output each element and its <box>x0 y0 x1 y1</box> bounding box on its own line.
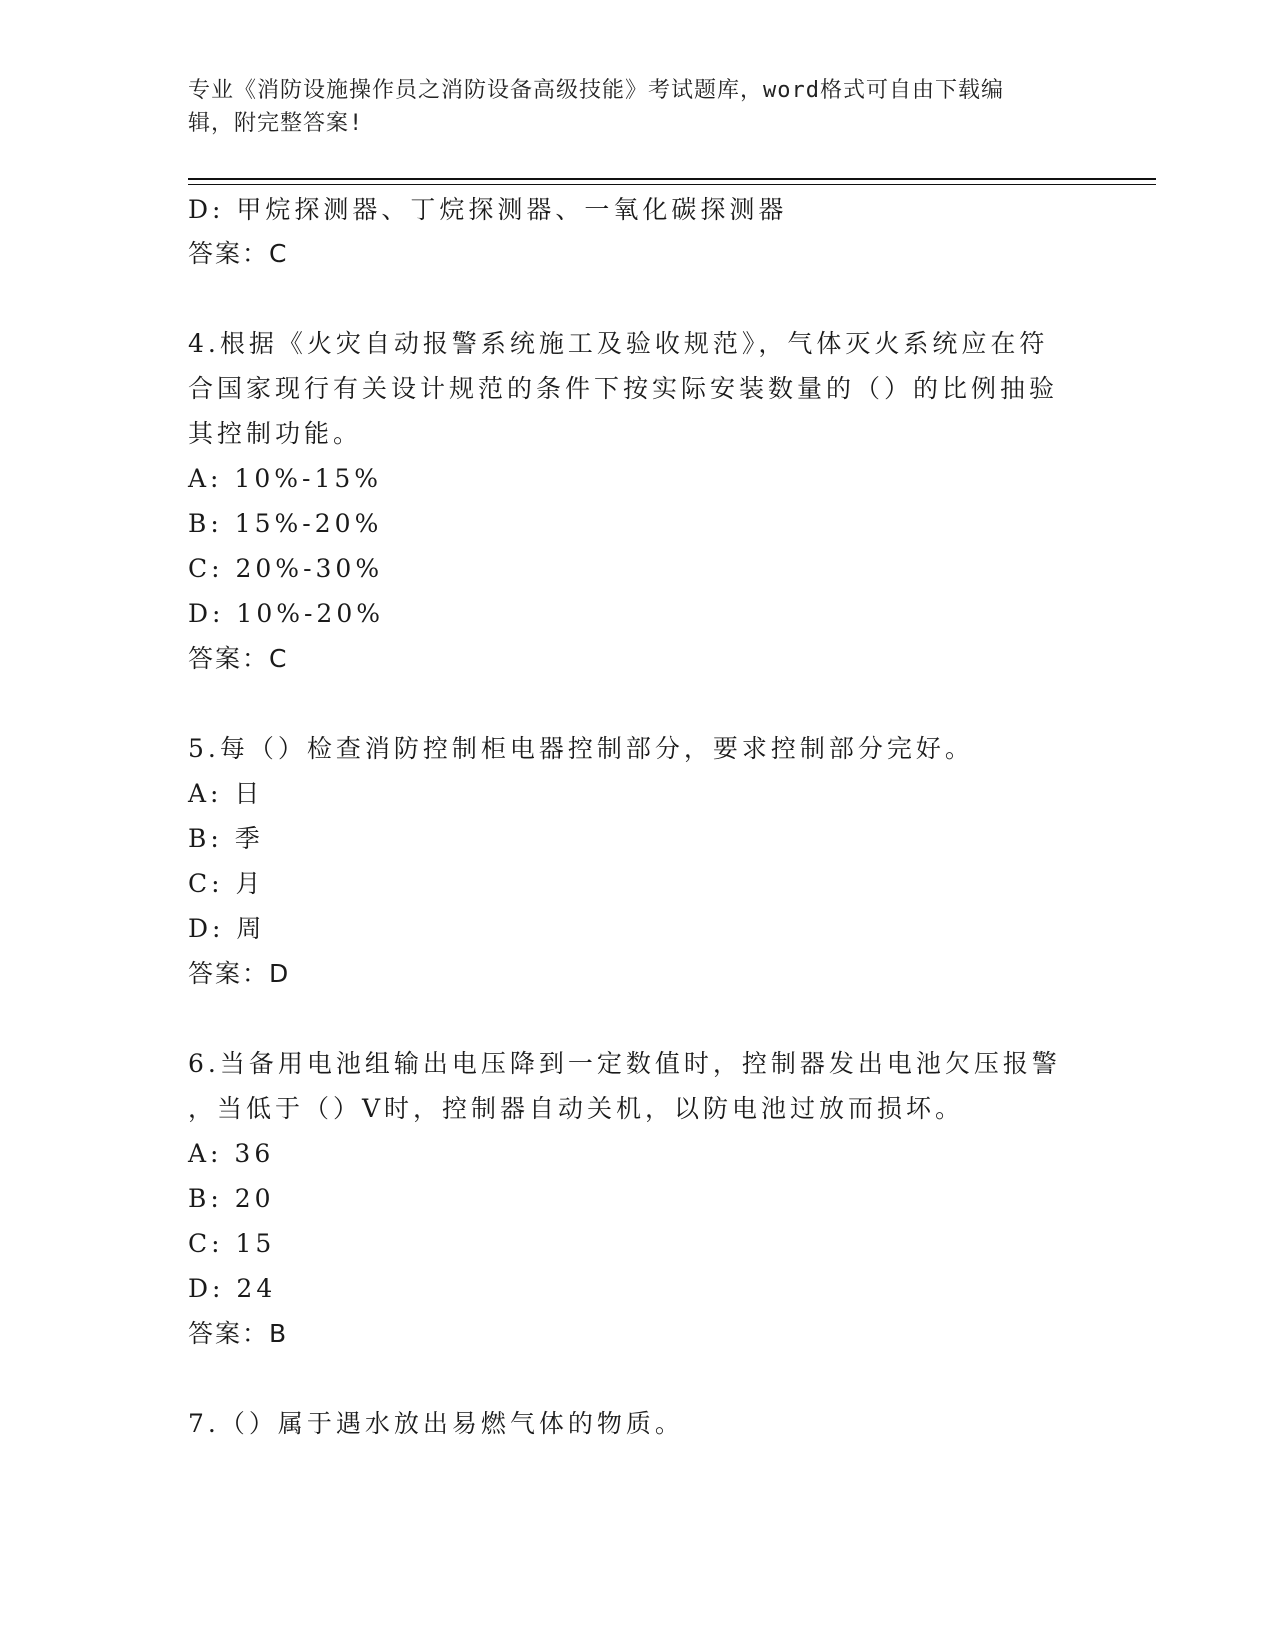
q5-option-a: A: 日 <box>188 779 264 808</box>
header-line-1: 专业《消防设施操作员之消防设备高级技能》考试题库，word格式可自由下载编 <box>188 78 1004 103</box>
q5-option-b: B: 季 <box>188 824 264 853</box>
q3-option-d: D: 甲烷探测器、丁烷探测器、一氧化碳探测器 <box>188 195 788 224</box>
q4-stem-line-1: 4.根据《火灾自动报警系统施工及验收规范》，气体灭火系统应在符 <box>188 329 1049 358</box>
header-line-2: 辑，附完整答案! <box>188 111 364 136</box>
q4-option-a: A: 10%-15% <box>188 464 383 493</box>
q7-stem-line-1: 7.（）属于遇水放出易燃气体的物质。 <box>188 1409 684 1438</box>
q5-option-d: D: 周 <box>188 914 266 943</box>
document-header <box>188 74 1088 140</box>
q4-option-d: D: 10%-20% <box>188 599 384 628</box>
q4-stem-line-2: 合国家现行有关设计规范的条件下按实际安装数量的（）的比例抽验 <box>188 374 1059 403</box>
q6-option-d: D: 24 <box>188 1274 277 1303</box>
q4-option-b: B: 15%-20% <box>188 509 383 538</box>
q4-stem-line-3: 其控制功能。 <box>188 419 363 448</box>
header-rule-thin <box>188 184 1156 185</box>
q4-answer: 答案：C <box>188 644 289 673</box>
q6-stem-line-1: 6.当备用电池组输出电压降到一定数值时，控制器发出电池欠压报警 <box>188 1049 1061 1078</box>
q3-answer: 答案：C <box>188 239 289 268</box>
q6-option-c: C: 15 <box>188 1229 276 1258</box>
q5-option-c: C: 月 <box>188 869 265 898</box>
header-rule-thick <box>188 178 1156 180</box>
q6-option-b: B: 20 <box>188 1184 275 1213</box>
q5-stem-line-1: 5.每（）检查消防控制柜电器控制部分，要求控制部分完好。 <box>188 734 974 763</box>
q4-option-c: C: 20%-30% <box>188 554 384 583</box>
q6-option-a: A: 36 <box>188 1139 275 1168</box>
q6-answer: 答案：B <box>188 1319 289 1348</box>
q6-stem-line-2: ，当低于（）V时，控制器自动关机，以防电池过放而损坏。 <box>188 1094 965 1123</box>
q5-answer: 答案：D <box>188 959 291 988</box>
